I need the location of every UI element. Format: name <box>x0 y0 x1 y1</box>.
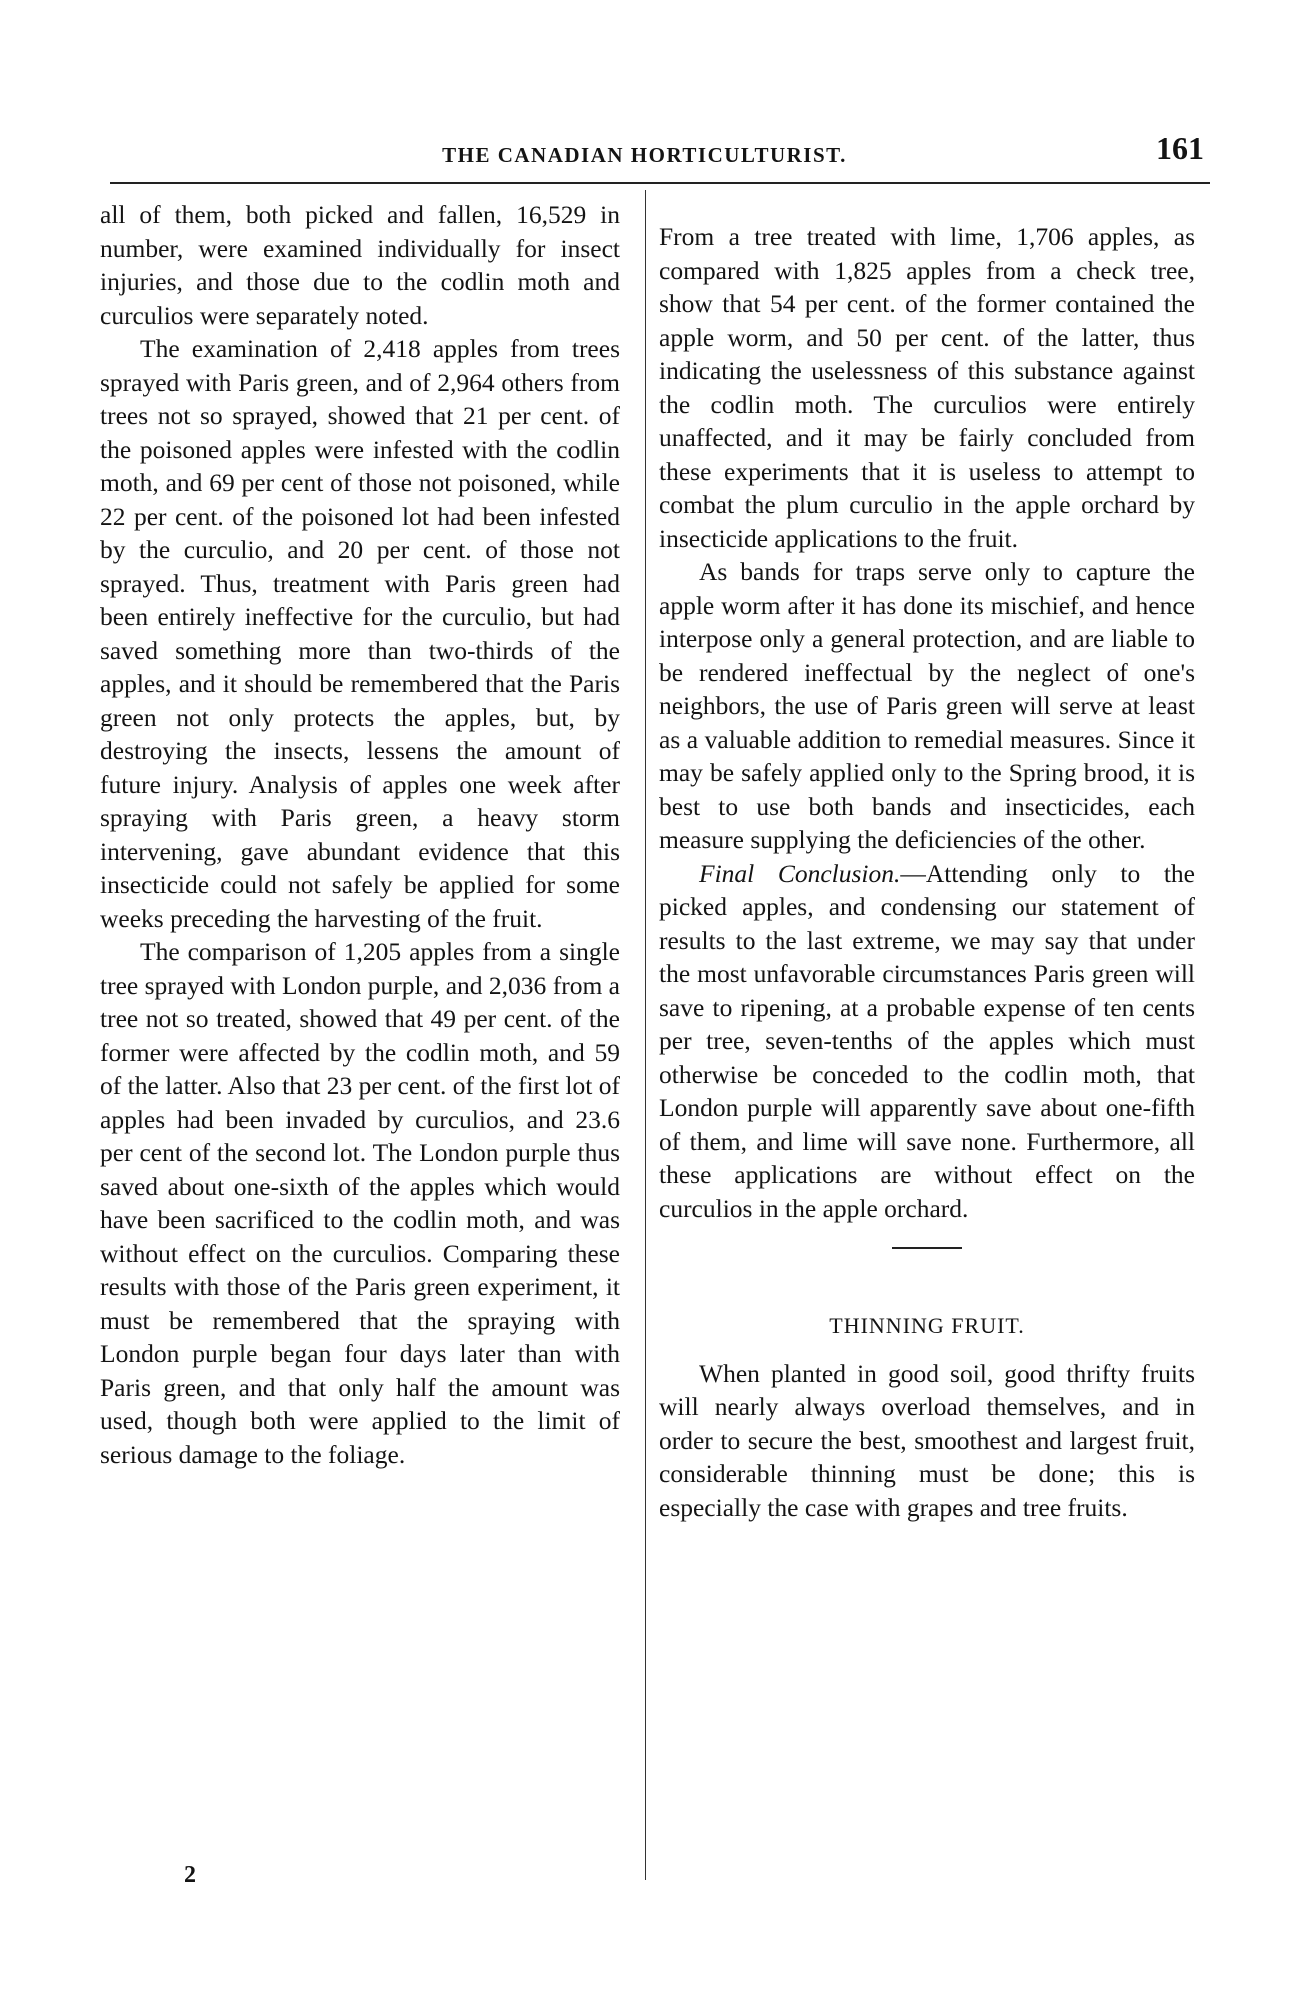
right-paragraph-2: As bands for traps serve only to capture the apple worm after it has done its mischief, and hence interpose only a general protection, and are liable to be rendered ineffectual by the neglect of one's neighbors, the use of Paris green will serve at least as a valuable addition to remedial measures. Since it may be safely applied only to the Spring brood, it is best to use both bands and insecticides, each measure supplying the deficiencies of the other. <box>659 557 1195 854</box>
section-rule <box>892 1247 962 1249</box>
right-column <box>659 220 1195 1524</box>
final-conclusion-paragraph <box>659 857 1195 1226</box>
section-heading: THINNING FRUIT. <box>829 1313 1025 1338</box>
thinning-fruit-paragraph: When planted in good soil, good thrifty fruits will nearly always overload themselves, and in order to secure the best, smoothest and largest fruit, considerable thinning must be done; this is especially the case with grapes and tree fruits. <box>659 1358 1195 1522</box>
left-paragraph-3: The comparison of 1,205 apples from a single tree sprayed with London purple, and 2,036 from a tree not so treated, showed that 49 per cent. of the former were affected by the codlin moth, and 59 of the latter. Also that 23 per cent. of the first lot of apples had been invaded by curculios, and 23.6 per cent of the second lot. The London purple thus saved about one-sixth of the apples which would have been sacrificed to the codlin moth, and was without effect on the curculios. Comparing these results with those of the Paris green experiment, it must be remembered that the spraying with London purple began four days later than with Paris green, and that only half the amount was used, though both were applied to the limit of serious damage to the foliage. <box>100 937 620 1469</box>
final-conclusion-text: —Attending only to the picked apples, and condensing our statement of results to the last extreme, we may say that under the most unfavorable circumstances Paris green will save to ripening, at a probable expense of ten cents per tree, seven-tenths of the apples which must otherwise be conceded to the codlin moth, that London purple will apparently save about one-fifth of them, and lime will save none. Furthermore, all these applications are without effect on the curculios in the apple orchard. <box>659 858 1195 1223</box>
left-column <box>100 198 620 1471</box>
journal-title: THE CANADIAN HORTICULTURIST. <box>442 143 847 167</box>
page-number: 161 <box>1156 130 1204 166</box>
right-paragraph-1: From a tree treated with lime, 1,706 apples, as compared with 1,825 apples from a check tree, show that 54 per cent. of the former contained the apple worm, and 50 per cent. of the latter, thus indicating the uselessness of this substance against the codlin moth. The curculios were entirely unaffected, and it may be fairly concluded from these experiments that it is useless to attempt to combat the plum curculio in the apple orchard by insecticide applications to the fruit. <box>659 222 1195 553</box>
column-divider <box>645 190 646 1880</box>
final-conclusion-label: Final Conclusion. <box>699 858 901 888</box>
header-rule <box>110 182 1210 184</box>
left-paragraph-1: all of them, both picked and fallen, 16,529 in number, were examined individually for insect injuries, and those due to the codlin moth and curculios were separately noted. <box>100 200 620 330</box>
left-paragraph-2: The examination of 2,418 apples from trees sprayed with Paris green, and of 2,964 others from trees not so sprayed, showed that 21 per cent. of the poisoned apples were infested with the codlin moth, and 69 per cent of those not poisoned, while 22 per cent. of the poisoned lot had been infested by the curculio, and 20 per cent. of those not sprayed. Thus, treatment with Paris green had been entirely ineffective for the curculio, but had saved something more than two-thirds of the apples, and it should be remembered that the Paris green not only protects the apples, but, by destroying the insects, lessens the amount of future injury. Analysis of apples one week after spraying with Paris green, a heavy storm intervening, gave abundant evidence that this insecticide could not safely be applied for some weeks preceding the harvesting of the fruit. <box>100 334 620 933</box>
signature-mark: 2 <box>184 1862 196 1888</box>
